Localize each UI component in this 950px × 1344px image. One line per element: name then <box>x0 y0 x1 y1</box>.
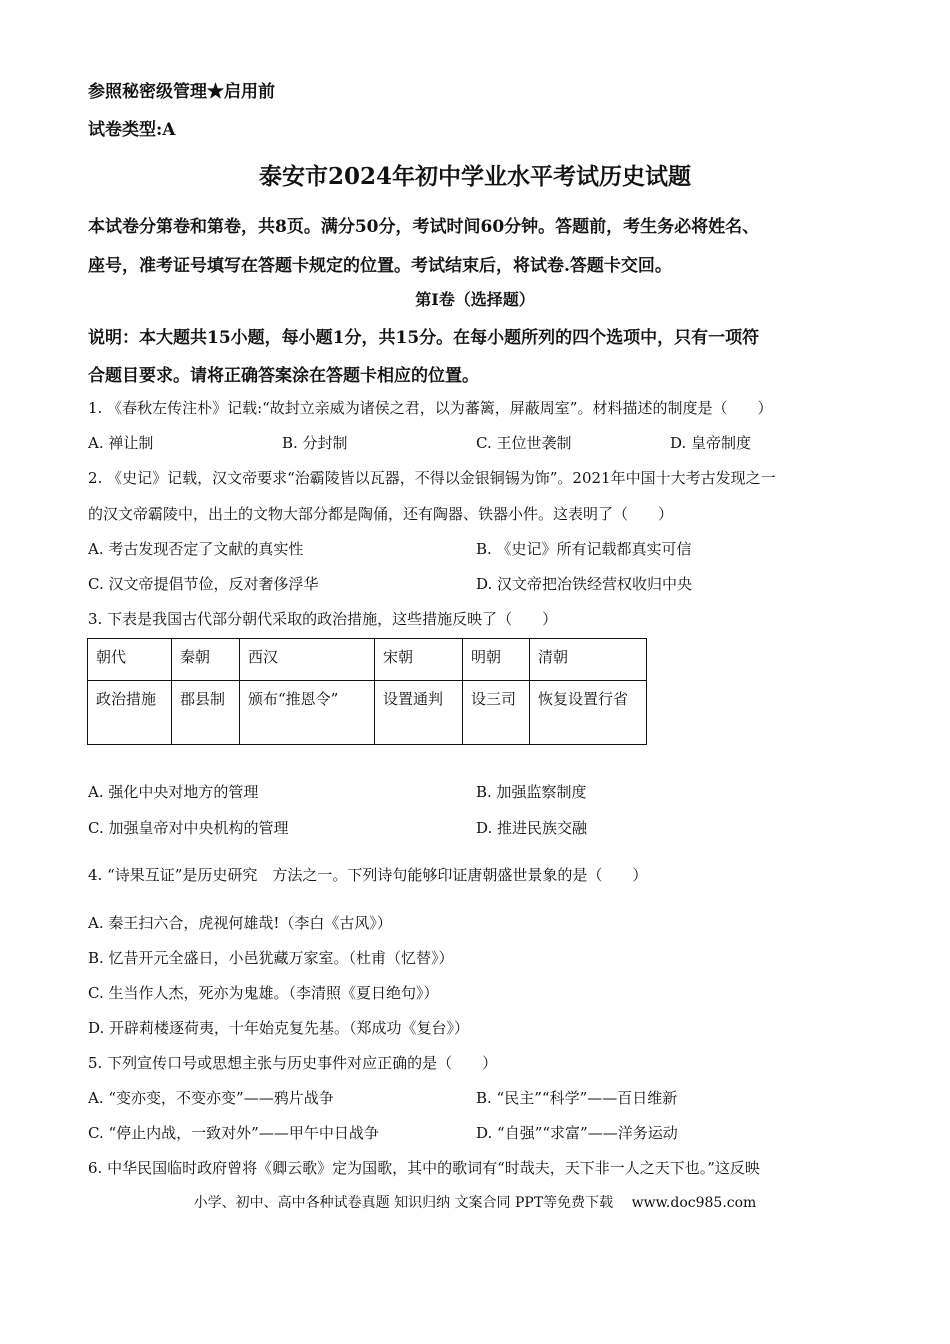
page-footer: 小学、初中、高中各种试卷真题 知识归纳 文案合同 PPT等免费下载 www.doc985.com <box>193 1195 757 1211</box>
table-cell: 恢复设置行省 <box>530 681 647 745</box>
q2-option-c: C. 汉文帝提倡节俭，反对奢侈浮华 <box>88 575 319 593</box>
q3-stem: 3. 下表是我国古代部分朝代采取的政治措施，这些措施反映了（ ） <box>88 610 558 628</box>
table-cell: 设三司 <box>463 681 530 745</box>
q2-option-d: D. 汉文帝把冶铁经营权收归中央 <box>476 575 693 593</box>
table-cell: 朝代 <box>88 639 172 681</box>
secret-level-label: 参照秘密级管理★启用前 <box>88 82 275 102</box>
q5-option-a: A. “变亦变，不变亦变”——鸦片战争 <box>88 1089 334 1107</box>
q3-option-d: D. 推进民族交融 <box>476 819 588 837</box>
q2-option-a: A. 考古发现否定了文献的真实性 <box>88 540 304 558</box>
q5-option-b: B. “民主”“科学”——百日维新 <box>476 1089 678 1107</box>
q2-option-b: B. 《史记》所有记载都真实可信 <box>476 540 692 558</box>
q1-option-d: D. 皇帝制度 <box>670 434 752 452</box>
q4-option-c: C. 生当作人杰，死亦为鬼雄。（李清照《夏日绝句》） <box>88 984 439 1002</box>
table-cell: 设置通判 <box>375 681 463 745</box>
q4-option-d: D. 开辟莉楼逐荷夷，十年始克复先基。（郑成功《复台》） <box>88 1019 470 1037</box>
q4-stem: 4. “诗果互证”是历史研究 方法之一。下列诗句能够印证唐朝盛世景象的是（ ） <box>88 866 648 884</box>
section-title: 第Ⅰ卷（选择题） <box>415 290 535 309</box>
intro-line-2: 座号，准考证号填写在答题卡规定的位置。考试结束后，将试卷.答题卡交回。 <box>88 256 672 276</box>
q3-option-c: C. 加强皇帝对中央机构的管理 <box>88 819 289 837</box>
intro-line-1: 本试卷分第卷和第卷，共8页。满分50分，考试时间60分钟。答题前，考生务必将姓名、 <box>88 217 760 237</box>
q1-stem: 1. 《春秋左传注朴》记载:“故封立亲威为诸侯之君，以为蕃篱，屏蔽周室”。材料描述的制度是（ ） <box>88 399 773 417</box>
table-cell: 颁布“推恩令” <box>240 681 375 745</box>
table-cell: 明朝 <box>463 639 530 681</box>
instructions-line-2: 合题目要求。请将正确答案涂在答题卡相应的位置。 <box>88 366 479 386</box>
q3-option-a: A. 强化中央对地方的管理 <box>88 783 259 801</box>
q1-option-a: A. 禅让制 <box>88 434 154 452</box>
q4-option-a: A. 秦王扫六合，虎视何雄哉!（李白《古风》） <box>88 914 392 932</box>
q2-stem-line-1: 2. 《史记》记载，汉文帝要求“治霸陵皆以瓦器，不得以金银铜锡为饰”。2021年中国十大考古发现之一 <box>88 469 776 487</box>
paper-type-label: 试卷类型:A <box>88 120 176 140</box>
table-header-row <box>88 639 647 681</box>
table-cell: 清朝 <box>530 639 647 681</box>
q5-option-c: C. “停止内战，一致对外”——甲午中日战争 <box>88 1124 379 1142</box>
table-cell: 西汉 <box>240 639 375 681</box>
table-cell: 郡县制 <box>172 681 240 745</box>
table-cell: 宋朝 <box>375 639 463 681</box>
q1-option-c: C. 王位世袭制 <box>476 434 572 452</box>
q5-stem: 5. 下列宣传口号或思想主张与历史事件对应正确的是（ ） <box>88 1054 498 1072</box>
q1-option-b: B. 分封制 <box>282 434 348 452</box>
instructions-line-1: 说明：本大题共15小题，每小题1分，共15分。在每小题所列的四个选项中，只有一项符 <box>88 328 760 348</box>
q3-option-b: B. 加强监察制度 <box>476 783 587 801</box>
q5-option-d: D. “自强”“求富”——洋务运动 <box>476 1124 678 1142</box>
q4-option-b: B. 忆昔开元全盛日，小邑犹藏万家室。（杜甫（忆替》） <box>88 949 454 967</box>
q6-stem: 6. 中华民国临时政府曾将《卿云歌》定为国歌，其中的歌词有“时哉夫，天下非一人之天下也。”这反映 <box>88 1159 760 1177</box>
table-cell: 秦朝 <box>172 639 240 681</box>
table-cell: 政治措施 <box>88 681 172 745</box>
table-row <box>88 681 647 745</box>
q3-measures-table <box>87 638 647 745</box>
page-title: 泰安市2024年初中学业水平考试历史试题 <box>258 163 691 190</box>
q2-stem-line-2: 的汉文帝霸陵中，出土的文物大部分都是陶俑，还有陶器、铁器小件。这表明了（ ） <box>88 505 674 523</box>
